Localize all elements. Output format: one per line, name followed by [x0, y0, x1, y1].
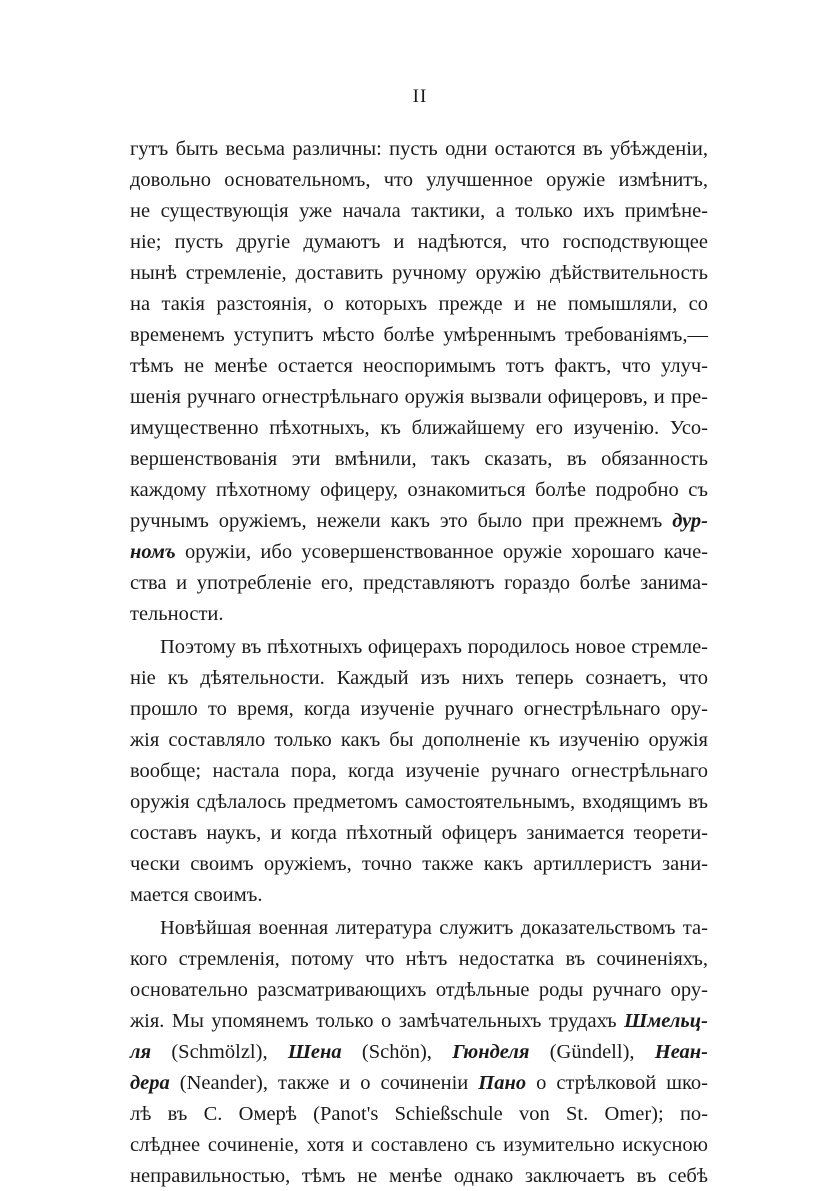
italic-name: дера — [130, 1072, 170, 1094]
text-line: слѣднее сочиненіе, хотя и составлено съ изумительно искусною — [130, 1134, 708, 1156]
text-line: неправильностью, тѣмъ не менѣе однако заключаетъ въ себѣ — [130, 1165, 708, 1187]
text-line — [130, 1068, 708, 1098]
text-segment: (Schmölzl), — [151, 1041, 288, 1063]
italic-name: Шена — [287, 1041, 342, 1063]
text-line — [130, 537, 708, 567]
text-line: не существующія уже начала тактики, а только ихъ примѣне- — [130, 200, 708, 222]
text-line: каждому пѣхотному офицеру, ознакомиться болѣе подробно съ — [130, 479, 708, 501]
text-line: кого стремленія, потому что нѣтъ недостатка въ сочиненіяхъ, — [130, 948, 708, 970]
text-line: Поэтому въ пѣхотныхъ офицерахъ породилось новое стремле- — [160, 636, 708, 658]
text-line: нынѣ стремленіе, доставить ручному оружію дѣйствительность — [130, 262, 708, 284]
text-segment: (Schön), — [341, 1041, 453, 1063]
text-segment: (Gündell), — [529, 1041, 655, 1063]
text-line — [130, 1006, 708, 1036]
text-line: довольно основательномъ, что улучшенное оружіе измѣнитъ, — [130, 169, 708, 191]
text-line: тѣмъ не менѣе остается неоспоримымъ тотъ фактъ, что улуч- — [130, 355, 708, 377]
text-line: тельности. — [130, 603, 224, 625]
text-line: Новѣйшая военная литература служитъ доказательствомъ та- — [160, 917, 708, 939]
text-segment: (Neander), также и о сочиненіи — [169, 1072, 479, 1094]
text-line: вообще; настала пора, когда изученіе ручнаго огнестрѣльнаго — [130, 760, 708, 782]
text-segment: жія. Мы упомянемъ только о замѣчательныхъ трудахъ — [130, 1010, 625, 1032]
italic-word: дур- — [672, 510, 708, 532]
text-line — [130, 1037, 708, 1067]
text-line: составъ наукъ, и когда пѣхотный офицеръ занимается теорети- — [130, 822, 708, 844]
text-line: ніе; пусть другіе думаютъ и надѣются, что господствующее — [130, 231, 708, 253]
italic-name: ля — [130, 1041, 152, 1063]
italic-name: Неан- — [654, 1041, 709, 1063]
text-line: основательно разсматривающихъ отдѣльные роды ручнаго ору- — [130, 979, 708, 1001]
text-line: чески своимъ оружіемъ, точно также какъ артиллеристъ зани- — [130, 853, 708, 875]
italic-word: номъ — [130, 541, 176, 563]
text-line: лѣ въ С. Омерѣ (Panot's Schießschule von St. Omer); по- — [130, 1103, 708, 1125]
text-line: вершенствованія эти вмѣнили, такъ сказать, въ обязанность — [130, 448, 708, 470]
text-line: ства и употребленіе его, представляютъ гораздо болѣе занима- — [130, 572, 708, 594]
italic-name: Шмельц- — [624, 1010, 708, 1032]
text-line: оружія сдѣлалось предметомъ самостоятельнымъ, входящимъ въ — [130, 791, 708, 813]
text-segment: о стрѣлковой шко- — [526, 1072, 708, 1094]
text-line: на такія разстоянія, о которыхъ прежде и не помышляли, со — [130, 293, 708, 315]
text-line: прошло то время, когда изученіе ручнаго огнестрѣльнаго ору- — [130, 698, 708, 720]
text-line: шенія ручнаго огнестрѣльнаго оружія вызвали офицеровъ, и пре- — [130, 386, 708, 408]
italic-name: Гюнделя — [452, 1041, 530, 1063]
text-segment: ручнымъ оружіемъ, нежели какъ это было при прежнемъ — [130, 510, 673, 532]
text-line — [130, 506, 708, 536]
italic-name: Пано — [478, 1072, 527, 1094]
text-line: ніе къ дѣятельности. Каждый изъ нихъ теперь сознаетъ, что — [130, 667, 708, 689]
text-line: жія составляло только какъ бы дополненіе къ изученію оружія — [130, 729, 708, 751]
text-line: временемъ уступитъ мѣсто болѣе умѣреннымъ требованіямъ,— — [130, 324, 708, 346]
text-segment: оружіи, ибо усовершенствованное оружіе хорошаго каче- — [175, 541, 708, 563]
text-line: имущественно пѣхотныхъ, къ ближайшему его изученію. Усо- — [130, 417, 708, 439]
text-line: мается своимъ. — [130, 884, 263, 906]
text-line: гутъ быть весьма различны: пусть одни остаются въ убѣжденіи, — [130, 138, 708, 160]
page-number: II — [412, 86, 428, 107]
